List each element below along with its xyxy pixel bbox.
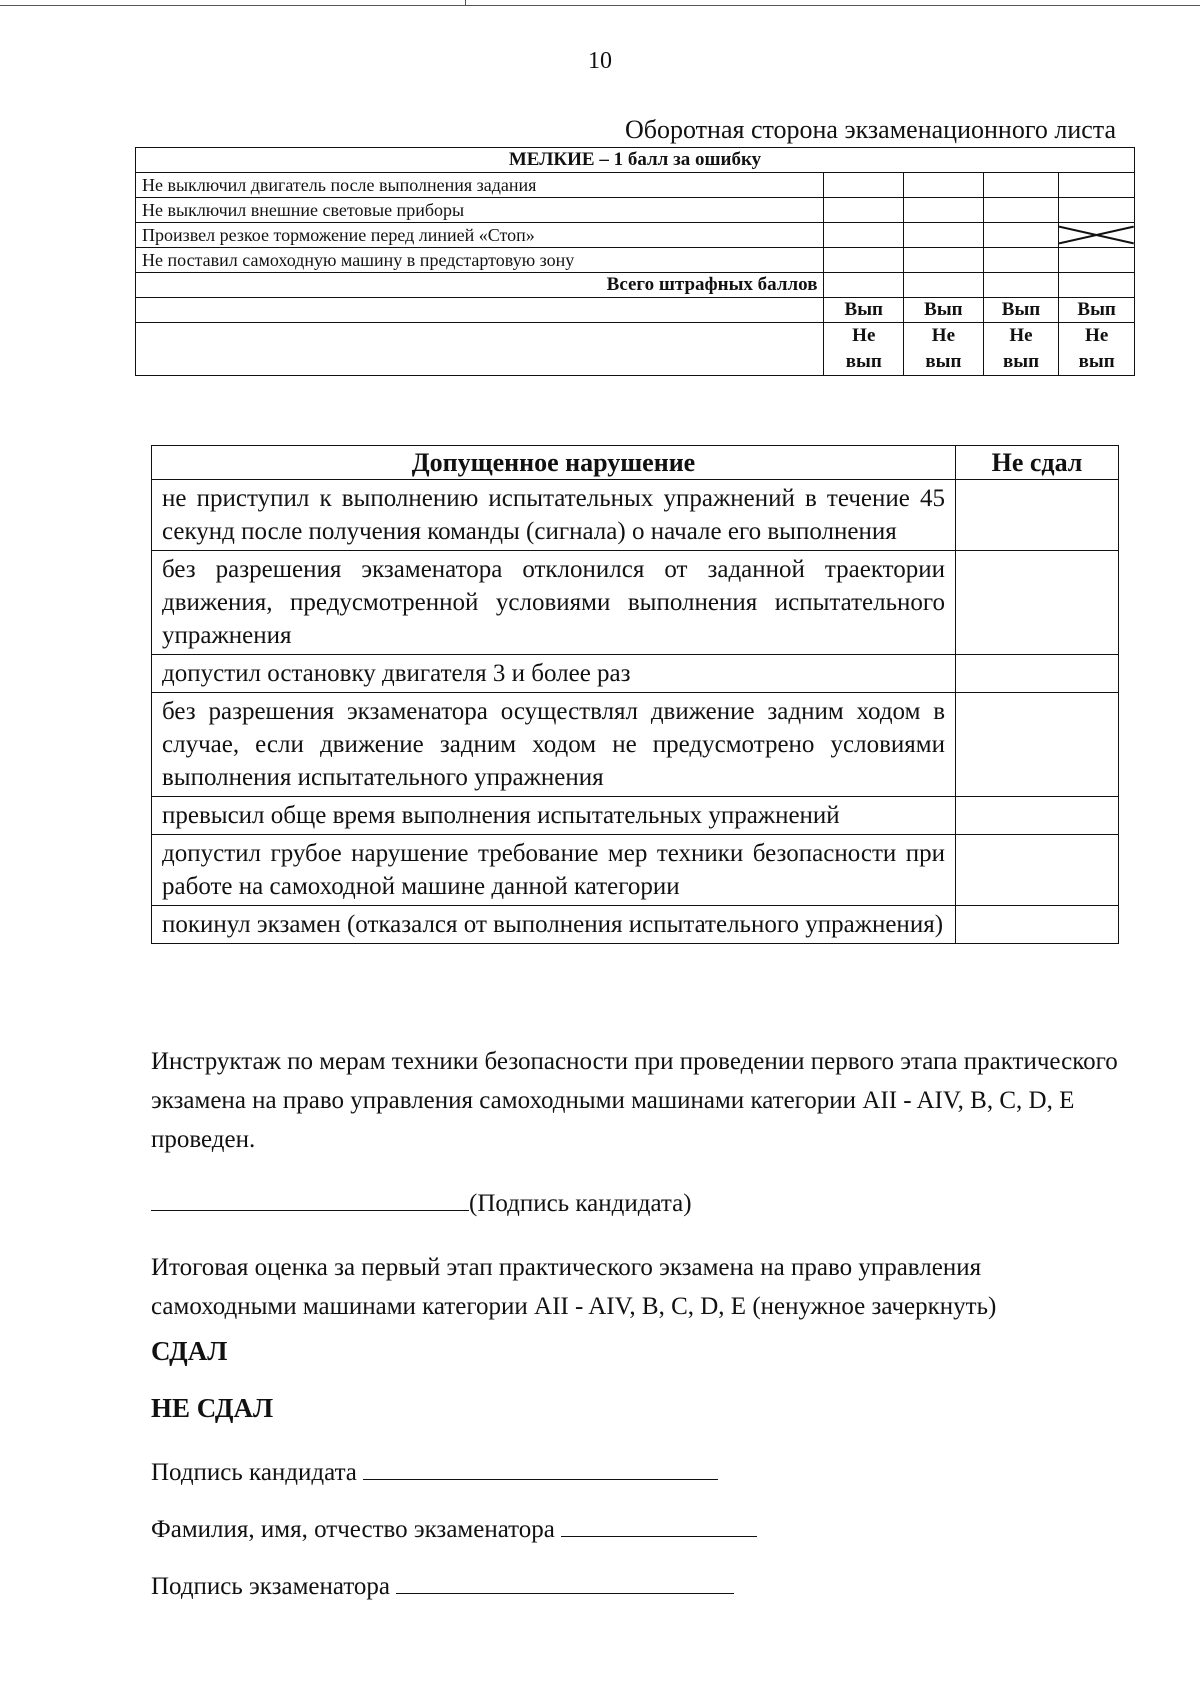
violation-text: допустил грубое нарушение требование мер техники безопасности при работе на самоходной машине данной категории: [152, 835, 956, 906]
total-row: [136, 273, 1135, 298]
minor-error-label: Не выключил внешние световые приборы: [136, 198, 824, 223]
minor-error-label: Не выключил двигатель после выполнения задания: [136, 173, 824, 198]
failed-mark-line: Не: [1009, 325, 1033, 346]
total-cell[interactable]: [904, 273, 984, 298]
blank-cell: [136, 298, 824, 323]
score-cell[interactable]: [824, 198, 904, 223]
failed-check-cell[interactable]: [956, 655, 1119, 693]
failed-mark[interactable]: [904, 323, 984, 376]
violations-header-row: [152, 446, 1119, 480]
top-rule: [0, 5, 1200, 6]
violation-text: без разрешения экзаменатора осуществлял движение задним ходом в случае, если движение задним ходом не предусмотрено условиями выполнения испытательного упражнения: [152, 693, 956, 797]
passed-mark[interactable]: Вып: [1059, 298, 1135, 323]
table-row: [136, 223, 1135, 248]
passed-mark[interactable]: Вып: [983, 298, 1059, 323]
score-cell[interactable]: [904, 198, 984, 223]
failed-check-cell[interactable]: [956, 797, 1119, 835]
total-cell[interactable]: [1059, 273, 1135, 298]
candidate-signature-line[interactable]: [363, 1451, 718, 1480]
failed-check-cell[interactable]: [956, 906, 1119, 944]
sheet-side-title: Оборотная сторона экзаменационного листа: [625, 115, 1116, 144]
failed-mark-line: вып: [845, 351, 882, 372]
failed-row: [136, 323, 1135, 376]
minor-header-row: [136, 148, 1135, 173]
final-grade-paragraph: Итоговая оценка за первый этап практического экзамена на право управления самоходными машинами категории AII - AIV, B, C, D, E (ненужное зачеркнуть): [151, 1254, 997, 1320]
table-row: [136, 173, 1135, 198]
examiner-name-line[interactable]: [561, 1508, 757, 1537]
failed-column-header: Не сдал: [956, 446, 1119, 480]
cross-mark-icon: [1059, 223, 1134, 247]
candidate-signature-label: Подпись кандидата: [151, 1459, 357, 1486]
briefing-paragraph: Инструктаж по мерам техники безопасности при проведении первого этапа практического экзамена на право управления самоходными машинами категории AII - AIV, B, C, D, E проведен.: [151, 1048, 1118, 1153]
table-row: [136, 198, 1135, 223]
score-cell[interactable]: [904, 248, 984, 273]
candidate-signature-row: [151, 1451, 1121, 1492]
passed-mark[interactable]: Вып: [904, 298, 984, 323]
examiner-signature-line[interactable]: [396, 1565, 734, 1594]
score-cell[interactable]: [824, 223, 904, 248]
score-cell[interactable]: [1059, 173, 1135, 198]
score-cell[interactable]: [1059, 248, 1135, 273]
score-cell[interactable]: [824, 248, 904, 273]
failed-check-cell[interactable]: [956, 835, 1119, 906]
failed-mark-line: Не: [1085, 325, 1109, 346]
failed-mark[interactable]: [824, 323, 904, 376]
signature-line[interactable]: [151, 1182, 469, 1211]
failed-check-cell[interactable]: [956, 551, 1119, 655]
minor-errors-table: [135, 147, 1135, 376]
table-row: [152, 835, 1119, 906]
table-row: [152, 655, 1119, 693]
failed-mark-line: Не: [931, 325, 956, 346]
page-number: 10: [588, 48, 612, 74]
minor-error-label: Произвел резкое торможение перед линией «Стоп»: [136, 223, 824, 248]
minor-section-header: МЕЛКИЕ – 1 балл за ошибку: [136, 148, 1135, 173]
table-row: [152, 906, 1119, 944]
failed-option[interactable]: НЕ СДАЛ: [151, 1393, 274, 1423]
score-cell[interactable]: [983, 223, 1059, 248]
total-penalty-label: Всего штрафных баллов: [136, 273, 824, 298]
score-cell[interactable]: [904, 173, 984, 198]
violation-text: не приступил к выполнению испытательных упражнений в течение 45 секунд после получения команды (сигнала) о начале его выполнения: [152, 480, 956, 551]
total-cell[interactable]: [983, 273, 1059, 298]
failed-mark-line: вып: [1078, 351, 1115, 372]
table-row: [152, 480, 1119, 551]
failed-mark[interactable]: [1059, 323, 1135, 376]
failed-mark-line: Не: [852, 325, 876, 346]
blank-cell: [136, 323, 824, 376]
score-cell[interactable]: [983, 173, 1059, 198]
failed-mark[interactable]: [983, 323, 1059, 376]
total-cell[interactable]: [824, 273, 904, 298]
examiner-signature-label: Подпись экзаменатора: [151, 1573, 391, 1600]
failed-mark-line: вып: [1002, 351, 1040, 372]
candidate-briefing-signature: [151, 1182, 1121, 1223]
top-rule-tick: [465, 0, 466, 6]
table-row: [152, 693, 1119, 797]
passed-option[interactable]: СДАЛ: [151, 1336, 228, 1366]
violations-table: [151, 445, 1119, 944]
examiner-signature-row: [151, 1565, 1121, 1606]
score-cell[interactable]: [983, 248, 1059, 273]
candidate-signature-caption: (Подпись кандидата): [469, 1190, 692, 1217]
passed-mark[interactable]: Вып: [824, 298, 904, 323]
table-row: [152, 797, 1119, 835]
violation-text: покинул экзамен (отказался от выполнения испытательного упражнения): [152, 906, 956, 944]
score-cell[interactable]: [824, 173, 904, 198]
failed-mark-line: вып: [925, 351, 962, 372]
examiner-name-label: Фамилия, имя, отчество экзаменатора: [151, 1516, 555, 1543]
score-cell[interactable]: [1059, 198, 1135, 223]
passed-row: [136, 298, 1135, 323]
violation-text: превысил обще время выполнения испытательных упражнений: [152, 797, 956, 835]
table-row: [136, 248, 1135, 273]
violation-text: без разрешения экзаменатора отклонился от заданной траектории движения, предусмотренной условиями выполнения испытательного упражнения: [152, 551, 956, 655]
score-cell[interactable]: [904, 223, 984, 248]
violation-column-header: Допущенное нарушение: [152, 446, 956, 480]
crossed-out-cell[interactable]: [1059, 223, 1135, 248]
examiner-name-row: [151, 1508, 1121, 1549]
score-cell[interactable]: [983, 198, 1059, 223]
failed-check-cell[interactable]: [956, 480, 1119, 551]
table-row: [152, 551, 1119, 655]
failed-check-cell[interactable]: [956, 693, 1119, 797]
minor-error-label: Не поставил самоходную машину в предстартовую зону: [136, 248, 824, 273]
violation-text: допустил остановку двигателя 3 и более раз: [152, 655, 956, 693]
